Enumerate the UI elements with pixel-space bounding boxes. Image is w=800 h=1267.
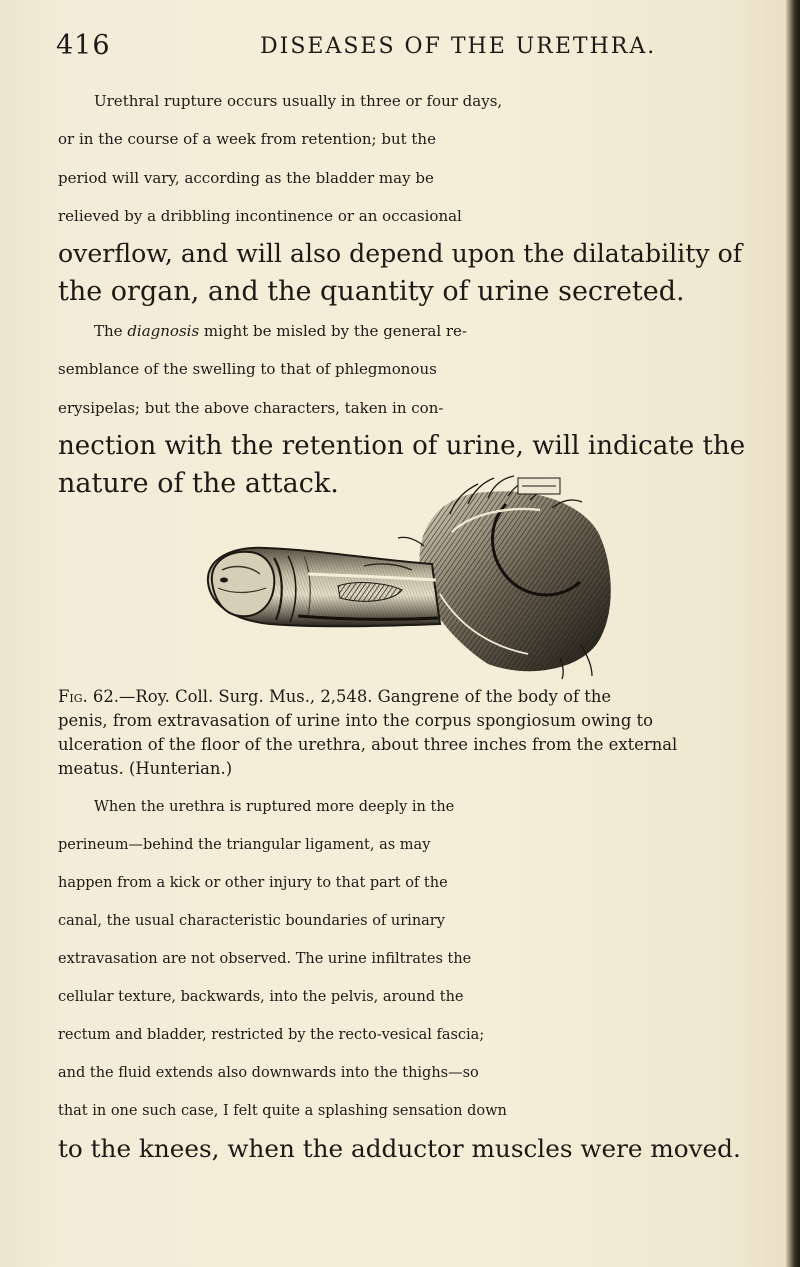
- paragraph-retention: [58, 82, 742, 312]
- running-head: DISEASES OF THE URETHRA.: [260, 34, 657, 59]
- text-line: When the urethra is ruptured more deeply in the: [94, 799, 455, 815]
- text-line: that in one such case, I felt quite a splashing sensation down: [58, 1103, 507, 1119]
- text-line: semblance of the swelling to that of phlegmonous: [58, 360, 437, 379]
- caption-line: ulceration of the floor of the urethra, about three inches from the external: [58, 735, 678, 754]
- text-run: The: [94, 322, 128, 340]
- text-line: to the knees, when the adductor muscles were moved.: [58, 1134, 741, 1163]
- penis-specimen-engraving: [188, 474, 618, 679]
- text-line: relieved by a dribbling incontinence or an occasional: [58, 206, 462, 225]
- italic-term: diagnosis: [127, 322, 200, 340]
- text-line: happen from a kick or other injury to that part of the: [58, 875, 448, 891]
- text-line: cellular texture, backwards, into the pelvis, around the: [58, 989, 464, 1005]
- caption-line: penis, from extravasation of urine into the corpus spongiosum owing to: [58, 711, 653, 730]
- text-line: period will vary, according as the bladder may be: [58, 168, 434, 187]
- text-line: the organ, and the quantity of urine secreted.: [58, 276, 685, 308]
- figure-caption: [58, 685, 677, 781]
- caption-line: [58, 685, 677, 709]
- text-line: extravasation are not observed. The urine infiltrates the: [58, 951, 472, 967]
- paragraph-deep-rupture: [58, 788, 741, 1168]
- text-run: might be misled by the general re-: [199, 322, 468, 340]
- figure-label: Fig. 62.: [58, 687, 119, 706]
- text-line: rectum and bladder, restricted by the recto-vesical fascia;: [58, 1027, 485, 1043]
- text-line: [58, 312, 745, 350]
- text-line: nection with the retention of urine, will indicate the: [58, 430, 746, 461]
- text-line: and the fluid extends also downwards into the thighs—so: [58, 1065, 479, 1081]
- text-line: canal, the usual characteristic boundaries of urinary: [58, 913, 445, 929]
- text-line: overflow, and will also depend upon the dilatability of: [58, 239, 743, 269]
- caption-text: —Roy. Coll. Surg. Mus., 2,548. Gangrene of the body of the: [119, 687, 612, 706]
- text-line: nature of the attack.: [58, 468, 339, 500]
- text-line: erysipelas; but the above characters, taken in con-: [58, 398, 444, 417]
- text-line: or in the course of a week from retention; but the: [58, 130, 436, 149]
- figure-illustration: [188, 474, 618, 679]
- page-edge-shadow: [786, 0, 800, 1267]
- text-line: perineum—behind the triangular ligament, as may: [58, 837, 431, 853]
- text-line: Urethral rupture occurs usually in three or four days,: [94, 92, 503, 110]
- page-number: 416: [56, 30, 111, 61]
- page-header: [56, 30, 756, 66]
- caption-line: meatus. (Hunterian.): [58, 759, 233, 778]
